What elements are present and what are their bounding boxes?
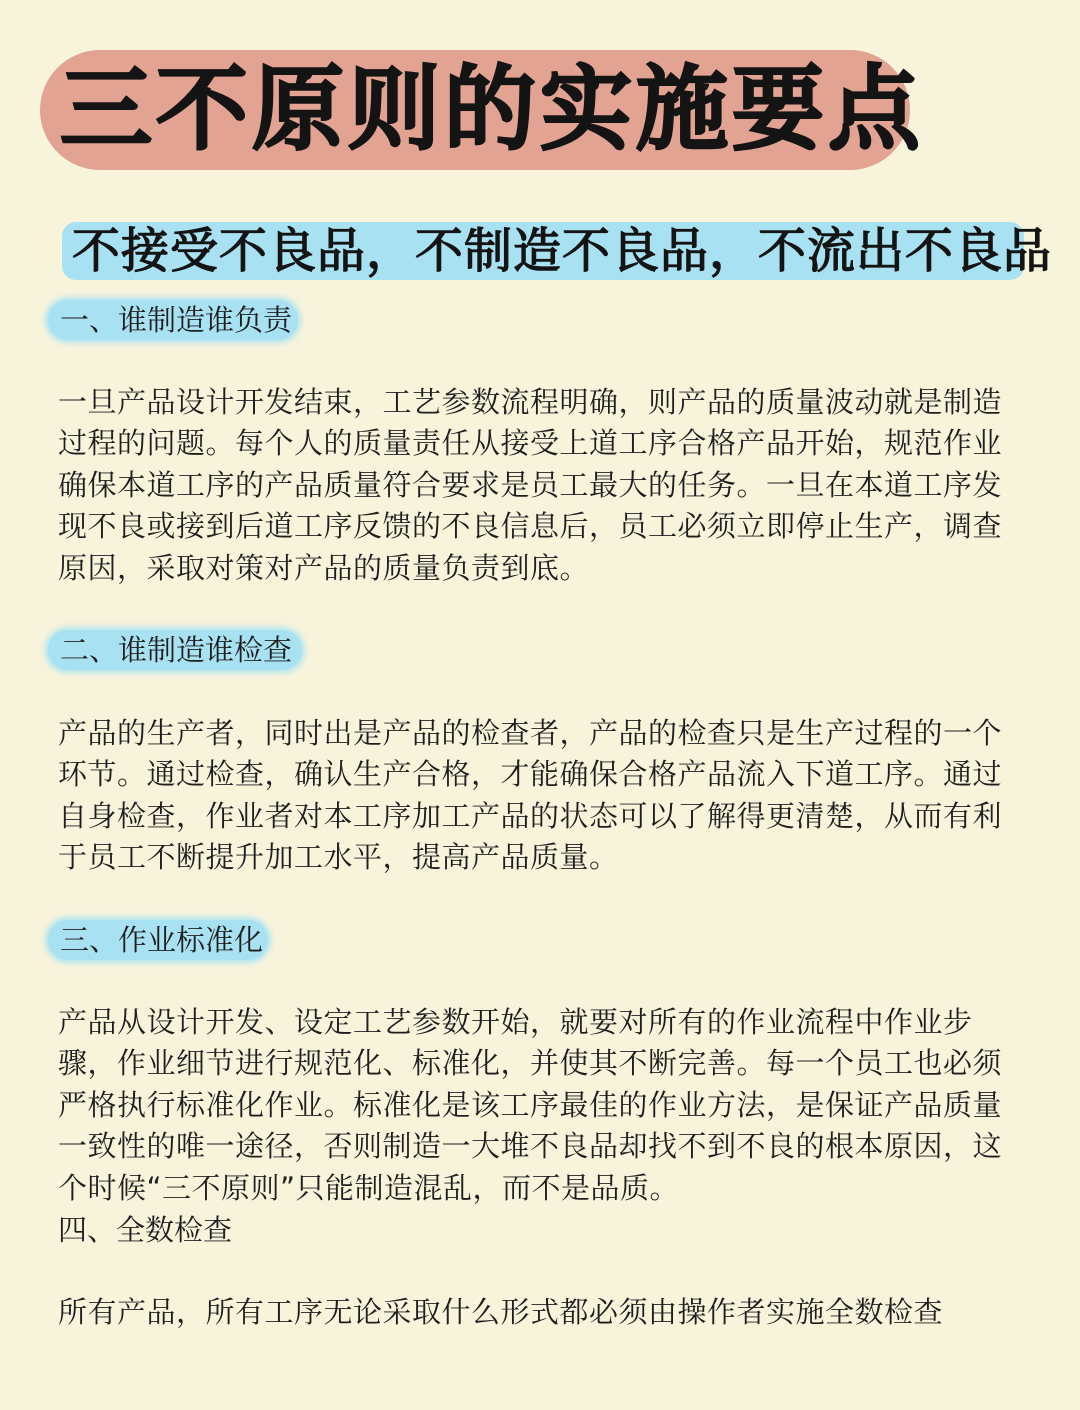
section-body-2: 产品的生产者，同时出是产品的检查者，产品的检查只是生产过程的一个环节。通过检查，确认生产合格，才能确保合格产品流入下道工序。通过自身检查，作业者对本工序加工产品的状态可以了解得更清楚，从而有利于员工不断提升加工水平，提高产品质量。 <box>58 716 1003 875</box>
section-heading-4: 四、全数检查 <box>58 1213 233 1247</box>
section-heading-2 <box>48 630 302 670</box>
subtitle: 不接受不良品，不制造不良品，不流出不良品 <box>72 223 1053 279</box>
section-body-1: 一旦产品设计开发结束，工艺参数流程明确，则产品的质量波动就是制造过程的问题。每个人的质量责任从接受上道工序合格产品开始，规范作业确保本道工序的产品质量符合要求是员工最大的任务。一旦在本道工序发现不良或接到后道工序反馈的不良信息后，员工必须立即停止生产，调查原因，采取对策对产品的质量负责到底。 <box>58 385 1003 585</box>
section-heading-2-label: 二、谁制造谁检查 <box>60 633 293 667</box>
title-banner <box>40 50 925 170</box>
subtitle-banner <box>62 222 1053 280</box>
section-body-3: 产品从设计开发、设定工艺参数开始，就要对所有的作业流程中作业步骤，作业细节进行规范化、标准化，并使其不断完善。每一个员工也必须严格执行标准化作业。标准化是该工序最佳的作业方法，是保证产品质量一致性的唯一途径，否则制造一大堆不良品却找不到不良的根本原因，这个时候“三不原则”只能制造混乱，而不是品质。 <box>58 1005 1003 1205</box>
page-title: 三不原则的实施要点 <box>60 56 925 163</box>
section-heading-1 <box>48 300 298 340</box>
section-heading-3 <box>48 920 268 960</box>
section-body-4: 所有产品，所有工序无论采取什么形式都必须由操作者实施全数检查 <box>58 1295 944 1329</box>
section-heading-1-label: 一、谁制造谁负责 <box>60 303 293 337</box>
section-heading-3-label: 三、作业标准化 <box>60 923 264 957</box>
